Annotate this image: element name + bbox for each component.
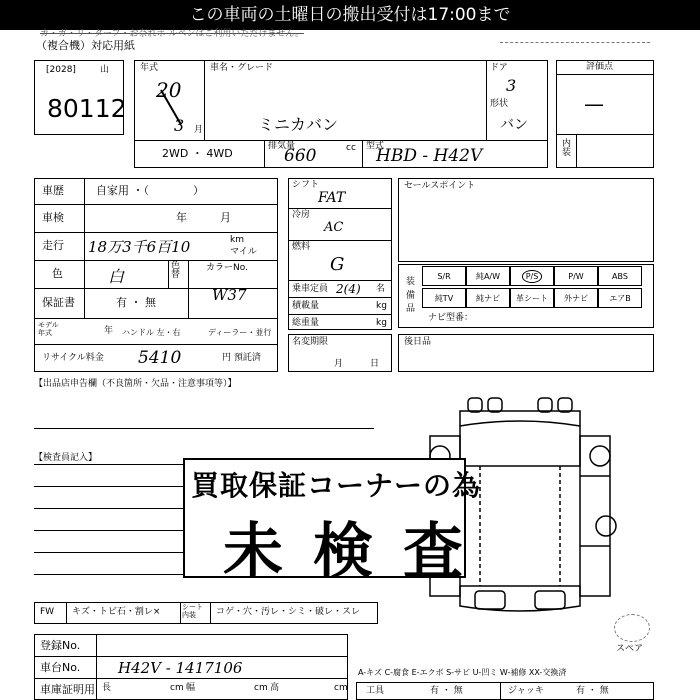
displacement-value: 660 [284, 146, 317, 166]
jack-label: ジャッキ [508, 686, 544, 696]
month-value: 3 [174, 116, 185, 135]
stamp-line1: 買取保証コーナーの為 [191, 469, 482, 502]
color-label: 色 [52, 267, 63, 280]
history-value: 自家用 ・（ ） [96, 184, 204, 197]
model-value: HBD - H42V [376, 146, 483, 166]
equipment-cell: S/R [422, 266, 466, 286]
later-label: 後日品 [404, 337, 432, 347]
dealer-label: ディーラー・並行 [208, 328, 272, 337]
stamp [183, 458, 493, 587]
seat-label: シート内装 [182, 603, 203, 619]
equipment-cell: P/S [510, 266, 554, 286]
warranty-label: 保証書 [42, 296, 75, 309]
equipment-cell: エアB [598, 288, 642, 308]
equipment-cell: 純ナビ [466, 288, 510, 308]
cert-height: 高 [270, 683, 280, 693]
fuel-label: 燃料 [292, 242, 311, 252]
cert-long: 長 [102, 683, 112, 693]
month-unit: 月 [194, 125, 204, 135]
cert-height-unit: cm [334, 683, 348, 693]
score-label: 評価点 [586, 62, 614, 72]
equipment-cell: P/W [554, 266, 598, 286]
navi-model-label: ナビ型番： [428, 313, 474, 323]
capacity-unit: 名 [376, 284, 386, 294]
fw-value: キズ・トビ石・割レ× [72, 607, 161, 617]
lot-number: 80112 [47, 94, 127, 123]
equipment-cell: ABS [598, 266, 642, 286]
shape-label: 形状 [490, 99, 509, 109]
shaken-value: 年 月 [176, 211, 231, 224]
color-no-value: W37 [212, 286, 247, 304]
mileage-value: 18万3千6百10 [88, 238, 191, 256]
ac-label: 冷房 [292, 210, 311, 220]
equipment-cell: 革シート [510, 288, 554, 308]
shape-value: バン [500, 117, 528, 133]
jack-value: 有 ・ 無 [576, 686, 609, 696]
recycle-value: 5410 [138, 348, 182, 368]
equipment-cell: 純TV [422, 288, 466, 308]
model-label: 型式 [366, 141, 385, 151]
spare-circle [614, 614, 650, 642]
fw-label: FW [40, 607, 55, 617]
history-label: 車歴 [42, 184, 64, 197]
load-label: 積載量 [292, 301, 320, 311]
recycle-unit: 円 預託済 [222, 353, 261, 363]
seller-notes-label: 【出品店申告欄（不良箇所・欠品・注意事項等）】 [34, 379, 237, 389]
displacement-label: 排気量 [268, 141, 296, 151]
name-value: ミニカバン [258, 115, 339, 134]
lot-unit: 山 [100, 65, 110, 75]
history-box [34, 178, 278, 372]
model-year-unit: 年 [104, 326, 114, 336]
cert-width: 幅 [186, 683, 196, 693]
recycle-label: リサイクル料金 [42, 353, 104, 363]
displacement-unit: cc [346, 143, 356, 153]
cert-long-unit: cm [170, 683, 184, 693]
color-change-label: 色替 [171, 261, 181, 280]
capacity-label: 乗車定員 [292, 284, 329, 294]
color-value: 白 [108, 267, 125, 286]
chassis-value: H42V - 1417106 [118, 659, 243, 677]
later-box [398, 334, 654, 372]
score-value: — [584, 92, 604, 116]
model-year-label: モデル年式 [38, 321, 59, 337]
tools-label: 工具 [366, 686, 385, 696]
fuel-value: G [330, 254, 345, 275]
name-label: 車名・グレード [210, 63, 274, 73]
ac-value: AC [324, 220, 344, 235]
registration-label: 登録No. [40, 639, 81, 652]
year-label: 年式 [140, 63, 159, 73]
color-no-label: カラーNo. [206, 263, 248, 273]
form-type: （複合機）対応用紙 [36, 39, 135, 52]
sales-point-label: セールスポイント [404, 181, 476, 191]
capacity-value: 2(4) [336, 282, 361, 296]
equipment-cell: 外ナビ [554, 288, 598, 308]
equipment-cell: 純A/W [466, 266, 510, 286]
lot-small: [2028] [46, 65, 76, 75]
shaken-label: 車検 [42, 211, 64, 224]
tools-value: 有 ・ 無 [430, 686, 463, 696]
banner: この車両の土曜日の搬出受付は17:00まで [0, 0, 700, 30]
drive-label: 2WD ・ 4WD [162, 147, 233, 160]
warranty-value: 有 ・ 無 [116, 296, 156, 309]
seat-value: コゲ・穴・汚レ・シミ・破レ・スレ [216, 607, 361, 617]
decorative-dashes [500, 26, 650, 43]
legend-codes: A-キズ C-腐食 E-エクボ S-サビ U-凹ミ W-補修 XX-交換済 [358, 668, 567, 677]
tools-box [356, 682, 654, 700]
header-note: カ・ガ・リ・ターフ・お奈れホ ルペンはご利用いただけません。 [40, 29, 304, 39]
km-label: km [230, 235, 244, 245]
shift-label: シフト [292, 180, 320, 190]
stamp-line2: 未検査 [223, 517, 493, 587]
inspector-label: 【検査員記入】 [34, 453, 98, 463]
door-value: 3 [506, 76, 517, 95]
gross-unit: kg [376, 318, 387, 328]
load-unit: kg [376, 301, 387, 311]
mileage-label: 走行 [42, 239, 64, 252]
gross-label: 総重量 [292, 318, 320, 328]
cert-label: 車庫証明用 [40, 683, 95, 696]
cert-width-unit: cm [254, 683, 268, 693]
handle-label: ハンドル 左・右 [122, 328, 181, 337]
interior-label: 内装 [562, 139, 572, 158]
deadline-label: 名変期限 [292, 337, 329, 347]
deadline-value: 月 日 [334, 359, 380, 369]
door-label: ドア [490, 63, 508, 73]
mile-label: マイル [230, 247, 257, 257]
chassis-label: 車台No. [40, 661, 81, 674]
equipment-label: 装備品 [406, 277, 416, 314]
shift-value: FAT [318, 190, 346, 206]
spare-label: スペア [616, 644, 644, 654]
year-value: 20 [156, 78, 182, 102]
